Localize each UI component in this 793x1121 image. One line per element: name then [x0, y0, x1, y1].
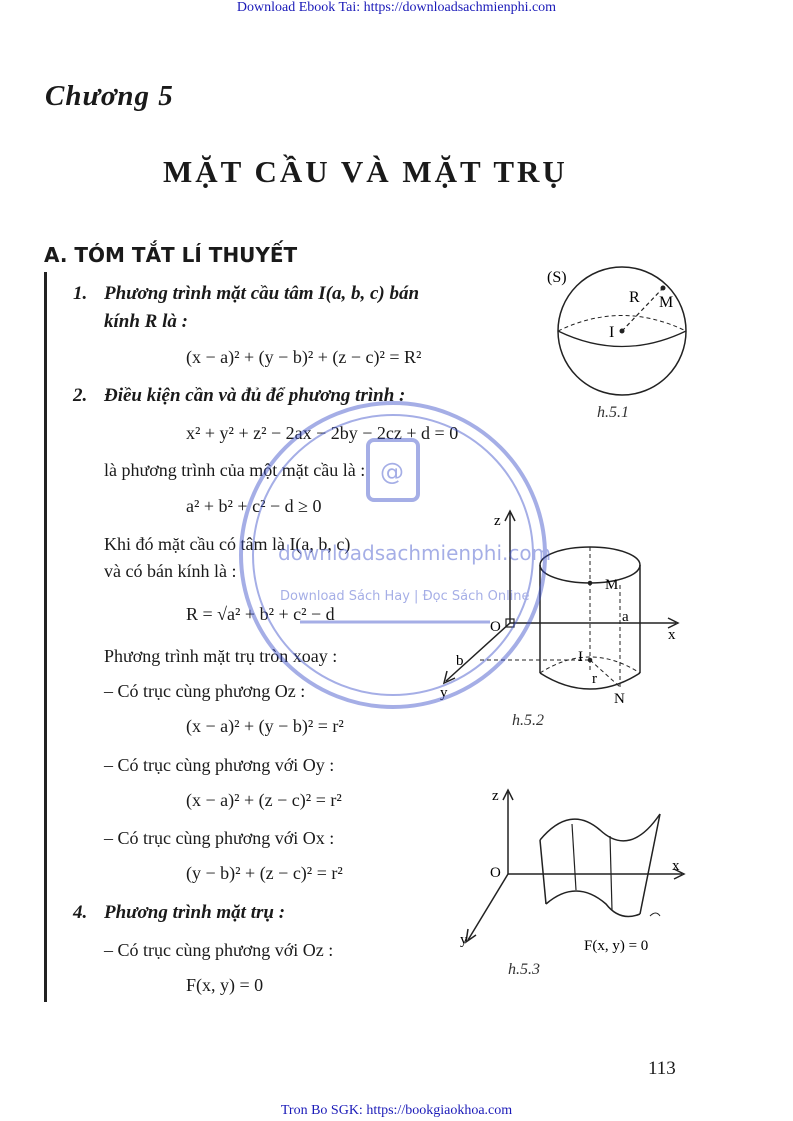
equation-cylinder-ox: (y − b)² + (z − c)² = r²	[186, 863, 343, 883]
at-symbol-icon: @	[380, 458, 404, 486]
caption-h51: h.5.1	[597, 404, 629, 421]
page-number: 113	[648, 1058, 676, 1079]
figure-sphere	[545, 262, 695, 427]
surface-bottom-curve	[546, 891, 640, 916]
dash-oy: – Có trục cùng phương với Oy :	[104, 755, 335, 775]
equation-sphere: (x − a)² + (y − b)² + (z − c)² = R²	[186, 347, 422, 367]
dash-oz-general: – Có trục cùng phương với Oz :	[104, 940, 334, 960]
label-o3: O	[490, 865, 501, 881]
label-z3: z	[492, 788, 499, 804]
axis-y3	[468, 874, 508, 940]
equation-condition: a² + b² + c² − d ≥ 0	[186, 496, 322, 516]
label-i2: I	[578, 649, 583, 665]
item-2-line-1: Điều kiện cần và đủ để phương trình :	[104, 385, 406, 406]
caption-h53: h.5.3	[508, 961, 540, 978]
label-r2: r	[592, 671, 597, 687]
curve-marker	[650, 913, 660, 916]
item-4-number: 4.	[73, 902, 88, 923]
page-title: MẶT CẦU VÀ MẶT TRỤ	[163, 154, 568, 189]
label-n: N	[614, 691, 625, 707]
paragraph-radius: và có bán kính là :	[104, 561, 237, 581]
item-2-number: 2.	[73, 385, 88, 406]
figure-general-cylinder	[460, 784, 690, 984]
surface-ruling-2	[610, 836, 612, 910]
paragraph-cylinder: Phương trình mặt trụ tròn xoay :	[104, 646, 338, 666]
section-heading: A. TÓM TẮT LÍ THUYẾT	[44, 243, 298, 267]
label-curve: F(x, y) = 0	[584, 938, 649, 954]
label-i: I	[609, 324, 615, 341]
label-x: x	[668, 627, 676, 643]
surface-left-edge	[540, 840, 546, 904]
surface-ruling-1	[572, 824, 576, 890]
item-4-line-1: Phương trình mặt trụ :	[104, 902, 286, 923]
equation-general-sphere: x² + y² + z² − 2ax − 2by − 2cz + d = 0	[186, 423, 459, 443]
equation-radius: R = √a² + b² + c² − d	[186, 604, 335, 624]
label-y3: y	[460, 932, 468, 948]
label-o: O	[490, 619, 501, 635]
label-b: b	[456, 653, 464, 669]
label-r: R	[629, 289, 640, 306]
item-1-number: 1.	[73, 283, 88, 304]
point-i-dot	[588, 658, 593, 663]
point-m-dot	[588, 581, 593, 586]
equation-cylinder-oz: (x − a)² + (y − b)² = r²	[186, 716, 344, 736]
item-1-line-2: kính R là :	[104, 311, 188, 332]
margin-rule	[44, 272, 47, 1002]
label-m: M	[659, 294, 674, 311]
label-x3: x	[672, 858, 680, 874]
label-s: (S)	[547, 269, 567, 286]
surface-top-curve	[540, 814, 660, 841]
label-z: z	[494, 513, 501, 529]
sphere-center-point	[620, 329, 625, 334]
equation-cylinder-oy: (x − a)² + (z − c)² = r²	[186, 790, 342, 810]
header-download-link[interactable]: Download Ebook Tai: https://downloadsachmienphi.com	[236, 0, 557, 15]
sphere-point-m	[661, 286, 666, 291]
caption-h52: h.5.2	[512, 712, 544, 729]
label-m2: M	[605, 577, 619, 593]
footer-link[interactable]: Tron Bo SGK: https://bookgiaokhoa.com	[280, 1103, 513, 1118]
label-a: a	[622, 609, 629, 625]
dash-oz: – Có trục cùng phương Oz :	[104, 681, 306, 701]
chapter-label: Chương 5	[45, 80, 174, 112]
label-y: y	[440, 685, 448, 701]
item-1-line-1: Phương trình mặt cầu tâm I(a, b, c) bán	[104, 283, 420, 304]
dash-ox: – Có trục cùng phương với Ox :	[104, 828, 335, 848]
surface-right-edge	[640, 814, 660, 914]
watermark-tagline: Download Sách Hay | Đọc Sách Online	[280, 589, 530, 604]
paragraph-sphere-condition: là phương trình của một mặt cầu là :	[104, 460, 366, 480]
watermark-site: downloadsachmienphi.com	[278, 541, 552, 565]
watermark-logo	[240, 400, 560, 720]
equation-general-cylinder: F(x, y) = 0	[186, 975, 264, 995]
paragraph-center: Khi đó mặt cầu có tâm là I(a, b, c)	[104, 534, 351, 554]
